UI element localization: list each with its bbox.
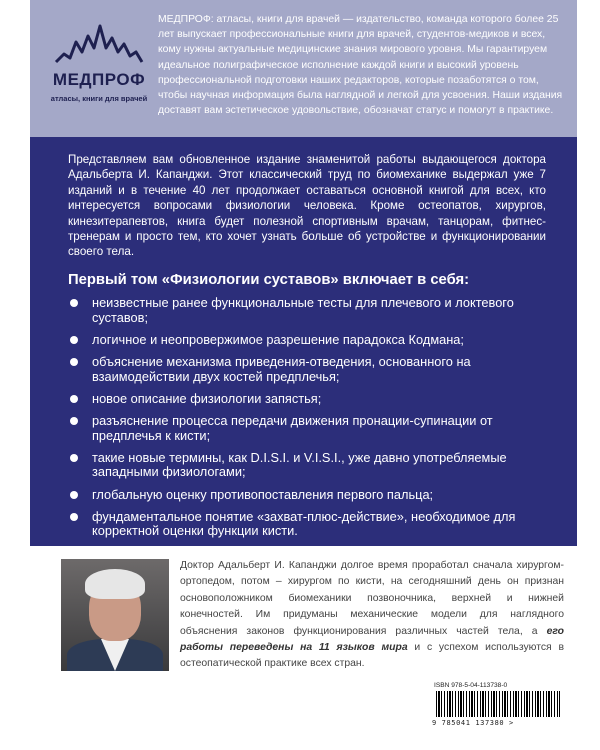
publisher-logo: [44, 14, 154, 124]
bullet-icon: [70, 454, 78, 462]
list-item: разъяснение процесса передачи движения пронации-супинации от предплечья к кисти;: [68, 414, 548, 443]
bullet-icon: [70, 491, 78, 499]
list-item: фундаментальное понятие «захват-плюс-действие», необходимое для корректной оценки функции кисти.: [68, 510, 548, 539]
bullet-icon: [70, 336, 78, 344]
bullet-icon: [70, 513, 78, 521]
list-item: логичное и неопровержимое разрешение парадокса Кодмана;: [68, 333, 548, 348]
author-bio: Доктор Адальберт И. Капанджи долгое время проработал сначала хирургом-ортопедом, потом – хирургом по кисти, на сегодняшний день он признан основоположником биомеханики позвоночника, верхней и нижней конечностей. Им придуманы механические модели для наглядного объяснения законов функционирования различных частей тела, а его работы переведены на 11 языков мира и с успехом используются в остеопатической практике всех стран.: [180, 560, 564, 670]
isbn-label: ISBN 978-5-04-113738-0: [434, 682, 508, 689]
list-item: новое описание физиологии запястья;: [68, 392, 548, 407]
list-item: такие новые термины, как D.I.S.I. и V.I.S.I., уже давно употребляемые западными физиологами;: [68, 451, 548, 480]
author-photo: [61, 559, 169, 671]
author-photo-hair: [85, 569, 145, 599]
book-back-cover: [30, 0, 577, 735]
publisher-description: МЕДПРОФ: атласы, книги для врачей — издательство, команда которого более 25 лет выпускает профессиональные книги для врачей, студентов-медиков и всех, кому нужны актуальные медицинские знания мирового уровня. Мы гарантируем идеальное полиграфическое исполнение каждой книги и высокий уровень профессиональной подготовки наших редакторов, которые позаботятся о том, чтобы научная информация была наглядной и легкой для усвоения. Наши издания доставят вам эстетическое удовольствие, обозначат статус и помогут в практике.: [158, 14, 563, 117]
barcode-digits: 9 785041 137380 >: [432, 719, 514, 727]
list-item: глобальную оценку противопоставления первого пальца;: [68, 488, 548, 503]
list-item: объяснение механизма приведения-отведения, основанного на взаимодействии двух костей предплечья;: [68, 355, 548, 384]
contents-heading: Первый том «Физиологии суставов» включает в себя:: [68, 272, 470, 288]
author-band: [30, 546, 577, 735]
bullet-icon: [70, 299, 78, 307]
contents-list: [68, 296, 548, 546]
publisher-band: [30, 0, 577, 137]
logo-wordmark: МЕДПРОФ: [52, 70, 146, 89]
bullet-icon: [70, 417, 78, 425]
intro-paragraph: Представляем вам обновленное издание знаменитой работы выдающегося доктора Адальберта И. Капанджи. Этот классический труд по биомеханике выдержал уже 7 изданий и в течение 40 лет продолжает оставаться основной книгой для всех, кто интересуется вопросами физиологии человека. Кроме остеопатов, хирургов, кинезитерапевтов, книга будет полезной спортивным врачам, танцорам, фитнес-тренерам и просто тем, кто хочет узнать больше об устройстве и функционировании своего тела.: [68, 153, 546, 259]
bullet-icon: [70, 358, 78, 366]
list-item: неизвестные ранее функциональные тесты для плечевого и локтевого суставов;: [68, 296, 548, 325]
barcode-bars-icon: [436, 691, 560, 717]
barcode: [432, 682, 572, 730]
author-bio-highlight: его работы переведены на 11 языков мира: [180, 625, 564, 654]
bullet-icon: [70, 395, 78, 403]
logo-tagline: атласы, книги для врачей: [50, 94, 148, 103]
skyline-logo-icon: [52, 22, 146, 66]
